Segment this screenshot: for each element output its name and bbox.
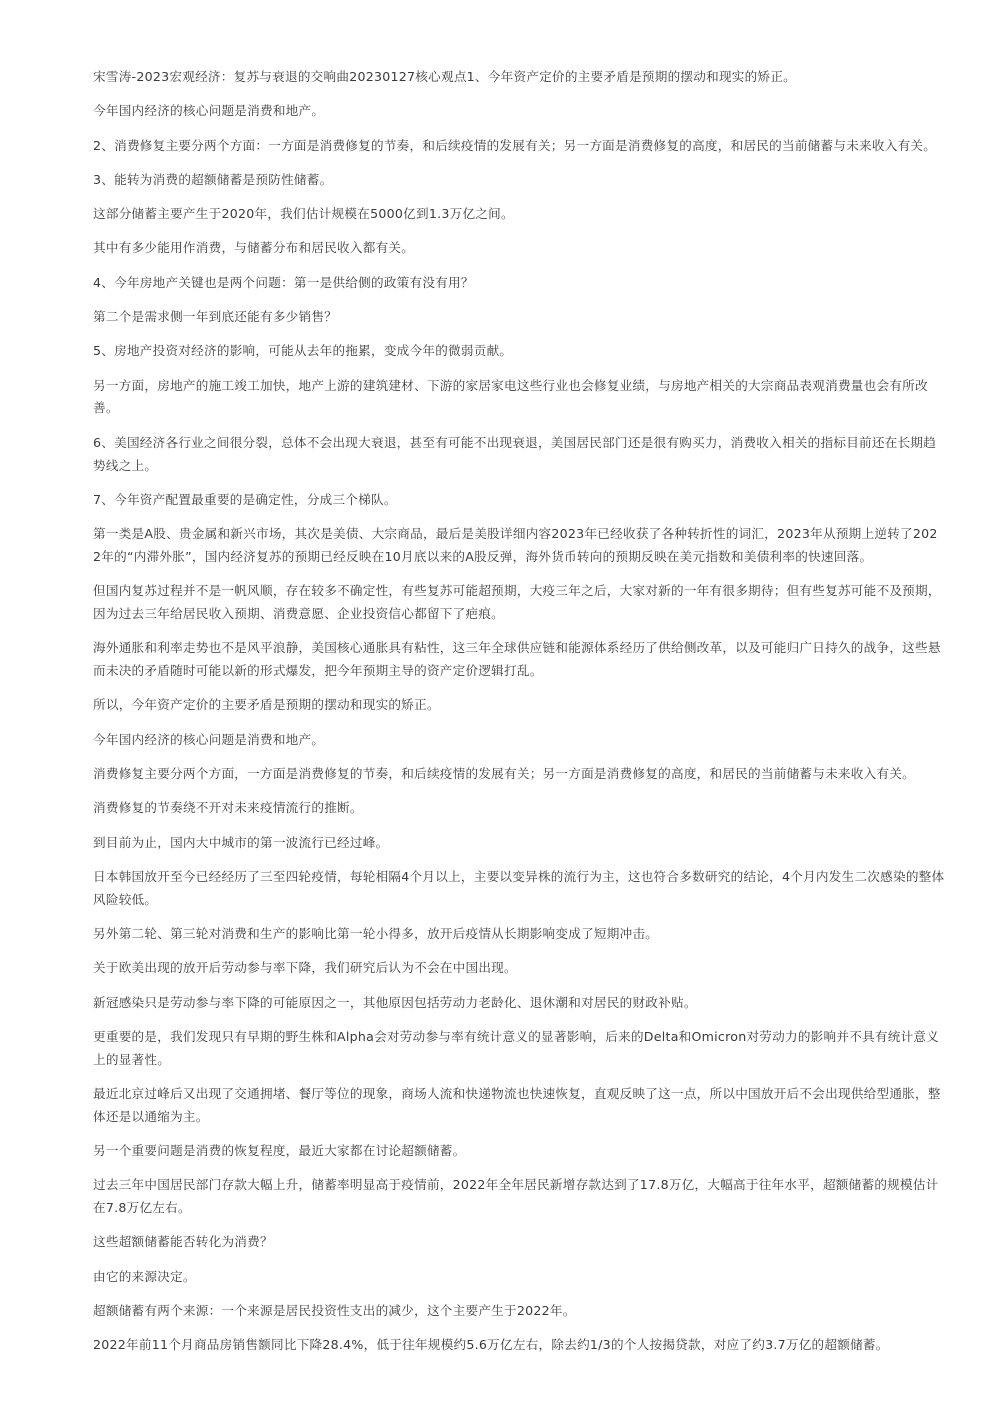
paragraph: 2022年前11个月商品房销售额同比下降28.4%，低于往年规模约5.6万亿左右，除去约1/3的个人按揭贷款，对应了约3.7万亿的超额储蓄。 (93, 1337, 889, 1353)
paragraph: 5、房地产投资对经济的影响，可能从去年的拖累，变成今年的微弱贡献。 (93, 343, 513, 359)
paragraph: 日本韩国放开至今已经经历了三至四轮疫情，每轮相隔4个月以上，主要以变异株的流行为主，这也符合多数研究的结论，4个月内发生二次感染的整体风险较低。 (93, 868, 945, 907)
paragraph: 但国内复苏过程并不是一帆风顺，存在较多不确定性，有些复苏可能超预期，大疫三年之后，大家对新的一年有很多期待；但有些复苏可能不及预期，因为过去三年给居民收入预期、消费意愿、企业投资信心都留下了疤痕。 (93, 583, 941, 622)
paragraph: 6、美国经济各行业之间很分裂，总体不会出现大衰退，甚至有可能不出现衰退，美国居民部门还是很有购买力，消费收入相关的指标目前还在长期趋势线之上。 (93, 434, 937, 473)
paragraph: 过去三年中国居民部门存款大幅上升，储蓄率明显高于疫情前，2022年全年居民新增存款达到了17.8万亿，大幅高于往年水平，超额储蓄的规模估计在7.8万亿左右。 (93, 1177, 939, 1216)
document-page (93, 66, 945, 1369)
paragraph: 所以，今年资产定价的主要矛盾是预期的摆动和现实的矫正。 (93, 697, 440, 713)
paragraph: 另一个重要问题是消费的恢复程度，最近大家都在讨论超额储蓄。 (93, 1143, 466, 1159)
paragraph: 新冠感染只是劳动参与率下降的可能原因之一，其他原因包括劳动力老龄化、退休潮和对居民的财政补贴。 (93, 994, 697, 1010)
paragraph: 3、能转为消费的超额储蓄是预防性储蓄。 (93, 171, 333, 187)
paragraph: 其中有多少能用作消费，与储蓄分布和居民收入都有关。 (93, 240, 415, 256)
paragraph: 今年国内经济的核心问题是消费和地产。 (93, 731, 325, 747)
paragraph: 更重要的是，我们发现只有早期的野生株和Alpha会对劳动参与率有统计意义的显著影响，后来的Delta和Omicron对劳动力的影响并不具有统计意义上的显著性。 (93, 1028, 940, 1067)
paragraph-title-summary: 宋雪涛-2023宏观经济：复苏与衰退的交响曲20230127核心观点1、今年资产定价的主要矛盾是预期的摆动和现实的矫正。 (93, 69, 797, 84)
paragraph: 消费修复主要分两个方面，一方面是消费修复的节奏，和后续疫情的发展有关；另一方面是消费修复的高度，和居民的当前储蓄与未来收入有关。 (93, 766, 915, 782)
paragraph: 7、今年资产配置最重要的是确定性，分成三个梯队。 (93, 491, 397, 507)
paragraph: 第二个是需求侧一年到底还能有多少销售？ (93, 309, 338, 325)
paragraph: 消费修复的节奏绕不开对未来疫情流行的推断。 (93, 800, 363, 816)
paragraph: 到目前为止，国内大中城市的第一波流行已经过峰。 (93, 834, 389, 850)
paragraph: 第一类是A股、贵金属和新兴市场，其次是美债、大宗商品，最后是美股详细内容2023年已经收获了各种转折性的词汇，2023年从预期上逆转了2022年的“内滞外胀”，国内经济复苏的预期已经反映在10月底以来的A股反弹，海外货币转向的预期反映在美元指数和美债利率的快速回落。 (93, 526, 938, 564)
paragraph: 最近北京过峰后又出现了交通拥堵、餐厅等位的现象，商场人流和快递物流也快速恢复，直观反映了这一点，所以中国放开后不会出现供给型通胀，整体还是以通缩为主。 (93, 1086, 941, 1124)
paragraph: 另外第二轮、第三轮对消费和生产的影响比第一轮小得多，放开后疫情从长期影响变成了短期冲击。 (93, 926, 659, 942)
paragraph: 这部分储蓄主要产生于2020年，我们估计规模在5000亿到1.3万亿之间。 (93, 206, 514, 222)
paragraph: 2、消费修复主要分两个方面：一方面是消费修复的节奏，和后续疫情的发展有关；另一方面是消费修复的高度，和居民的当前储蓄与未来收入有关。 (93, 137, 937, 153)
paragraph: 另一方面，房地产的施工竣工加快，地产上游的建筑建材、下游的家居家电这些行业也会修复业绩，与房地产相关的大宗商品表观消费量也会有所改善。 (93, 377, 928, 416)
paragraph: 超额储蓄有两个来源：一个来源是居民投资性支出的减少，这个主要产生于2022年。 (93, 1303, 576, 1319)
paragraph: 由它的来源决定。 (93, 1268, 196, 1284)
paragraph: 今年国内经济的核心问题是消费和地产。 (93, 103, 325, 119)
paragraph: 关于欧美出现的放开后劳动参与率下降，我们研究后认为不会在中国出现。 (93, 960, 517, 976)
paragraph: 这些超额储蓄能否转化为消费？ (93, 1234, 273, 1250)
paragraph: 4、今年房地产关键也是两个问题：第一是供给侧的政策有没有用？ (93, 274, 474, 290)
paragraph: 海外通胀和利率走势也不是风平浪静，美国核心通胀具有粘性，这三年全球供应链和能源体系经历了供给侧改革，以及可能归广日持久的战争，这些悬而未决的矛盾随时可能以新的形式爆发，把今年预期主导的资产定价逻辑打乱。 (93, 640, 941, 679)
